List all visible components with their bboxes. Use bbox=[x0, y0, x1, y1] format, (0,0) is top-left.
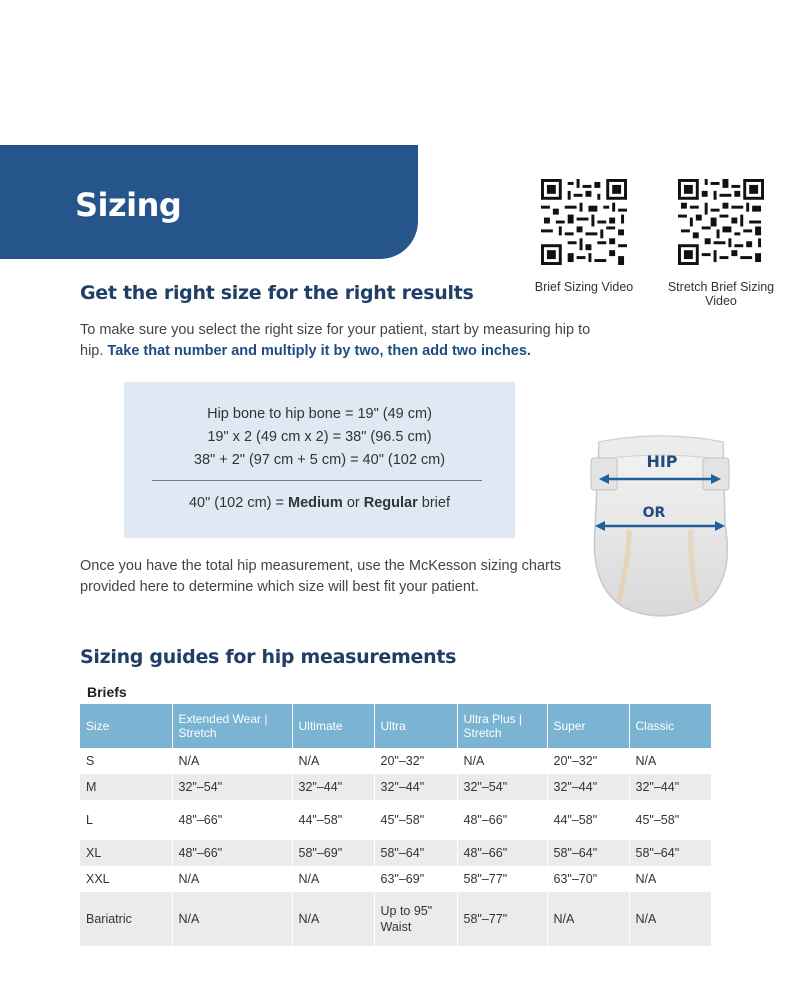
column-header: Size bbox=[80, 704, 172, 748]
table-cell: N/A bbox=[292, 866, 374, 892]
header-banner bbox=[0, 145, 418, 259]
table-cell: L bbox=[80, 800, 172, 840]
calculation-box bbox=[124, 382, 515, 538]
intro-emphasis: Take that number and multiply it by two, then add two inches. bbox=[107, 343, 531, 359]
qr-label-brief-sizing-video: Brief Sizing Video bbox=[534, 280, 634, 294]
table-cell: 58"–64" bbox=[374, 840, 457, 866]
table-cell: 44"–58" bbox=[292, 800, 374, 840]
qr-code-icon bbox=[541, 179, 627, 265]
table-cell: N/A bbox=[457, 748, 547, 774]
table-cell: 48"–66" bbox=[172, 800, 292, 840]
table-cell: 58"–64" bbox=[547, 840, 629, 866]
sizing-table bbox=[80, 704, 711, 946]
column-header: Super bbox=[547, 704, 629, 748]
table-cell: 32"–54" bbox=[172, 774, 292, 800]
divider bbox=[152, 480, 482, 481]
label-hip: HIP bbox=[646, 452, 678, 471]
column-header: Ultimate bbox=[292, 704, 374, 748]
table-cell: 48"–66" bbox=[172, 840, 292, 866]
table-cell: 32"–54" bbox=[457, 774, 547, 800]
column-header: Extended Wear | Stretch bbox=[172, 704, 292, 748]
table-cell: 20"–32" bbox=[374, 748, 457, 774]
calc-result-medium: Medium bbox=[288, 495, 343, 511]
column-header: Ultra bbox=[374, 704, 457, 748]
table-cell: N/A bbox=[292, 892, 374, 946]
calc-line-1: Hip bone to hip bone = 19" (49 cm) bbox=[207, 406, 432, 422]
intro-paragraph bbox=[80, 320, 600, 362]
table-row bbox=[80, 800, 711, 840]
table-row bbox=[80, 866, 711, 892]
qr-code-stretch-brief-sizing-video[interactable] bbox=[678, 179, 764, 265]
table-cell: S bbox=[80, 748, 172, 774]
table-row bbox=[80, 892, 711, 946]
table-cell: 20"–32" bbox=[547, 748, 629, 774]
table-cell: N/A bbox=[292, 748, 374, 774]
calc-result-or: or bbox=[342, 495, 364, 511]
section-heading-sizing-guides: Sizing guides for hip measurements bbox=[80, 646, 457, 668]
sizing-chart-note: Once you have the total hip measurement, use the McKesson sizing charts provided here to determine which size will best fit your patient. bbox=[80, 558, 562, 595]
table-cell: 32"–44" bbox=[374, 774, 457, 800]
page-title: Sizing bbox=[75, 186, 182, 224]
table-cell: 48"–66" bbox=[457, 800, 547, 840]
table-cell: 45"–58" bbox=[635, 813, 680, 827]
table-cell: 63"–69" bbox=[374, 866, 457, 892]
table-row bbox=[80, 774, 711, 800]
column-header: Classic bbox=[629, 704, 711, 748]
table-cell: XXL bbox=[80, 866, 172, 892]
section-heading-right-size: Get the right size for the right results bbox=[80, 282, 474, 304]
calc-result-suffix: brief bbox=[417, 495, 451, 511]
table-cell: N/A bbox=[172, 866, 292, 892]
label-or: OR bbox=[642, 505, 666, 521]
calc-result bbox=[124, 495, 515, 511]
table-cell: 58"–77" bbox=[457, 866, 547, 892]
table-cell: N/A bbox=[547, 892, 629, 946]
table-cell: 32"–44" bbox=[629, 774, 711, 800]
table-cell: 45"–58" bbox=[374, 800, 457, 840]
table-cell: 48"–66" bbox=[457, 840, 547, 866]
qr-label-stretch-brief-sizing-video: Stretch Brief Sizing Video bbox=[667, 280, 775, 308]
table-cell: 58"–69" bbox=[292, 840, 374, 866]
qr-code-brief-sizing-video[interactable] bbox=[541, 179, 627, 265]
table-cell: Up to 95" Waist bbox=[374, 892, 457, 946]
table-cell: 44"–58" bbox=[547, 800, 629, 840]
table-cell: N/A bbox=[172, 748, 292, 774]
table-cell: Bariatric bbox=[80, 892, 172, 946]
table-cell: 32"–44" bbox=[292, 774, 374, 800]
table-cell: 58"–77" bbox=[457, 892, 547, 946]
table-cell: N/A bbox=[635, 872, 657, 886]
calc-line-3: 38" + 2" (97 cm + 5 cm) = 40" (102 cm) bbox=[193, 452, 446, 468]
table-cell: 58"–64" bbox=[629, 840, 711, 866]
table-label-briefs: Briefs bbox=[87, 684, 127, 700]
table-cell: XL bbox=[80, 840, 172, 866]
table-row bbox=[80, 748, 711, 774]
calc-result-prefix: 40" (102 cm) = bbox=[188, 495, 289, 511]
calc-line-2: 19" x 2 (49 cm x 2) = 38" (96.5 cm) bbox=[207, 429, 432, 445]
table-row bbox=[80, 840, 711, 866]
table-cell: M bbox=[80, 774, 172, 800]
column-header: Ultra Plus | Stretch bbox=[457, 704, 547, 748]
qr-code-icon bbox=[678, 179, 764, 265]
table-cell: N/A bbox=[635, 754, 657, 768]
brief-illustration bbox=[585, 430, 735, 625]
table-cell: 63"–70" bbox=[547, 866, 629, 892]
calc-result-regular: Regular bbox=[363, 495, 418, 511]
table-header-row bbox=[80, 704, 711, 748]
table-cell: 32"–44" bbox=[547, 774, 629, 800]
table-cell: N/A bbox=[172, 892, 292, 946]
table-cell: N/A bbox=[629, 892, 711, 946]
intro-text: To make sure you select the right size for your patient, start by measuring hip to hip. bbox=[80, 322, 591, 359]
